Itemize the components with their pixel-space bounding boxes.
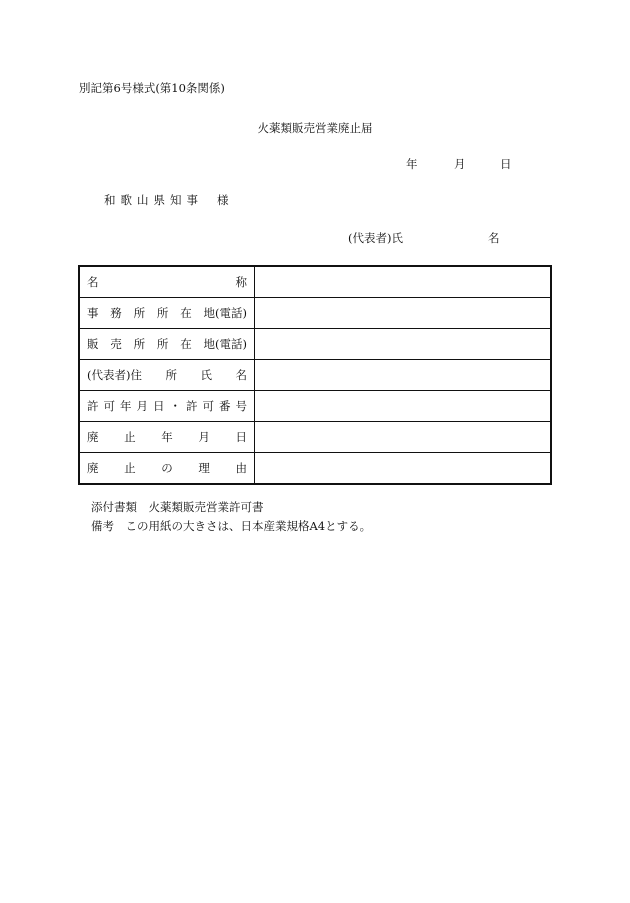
row-label-part: の — [161, 461, 173, 475]
row-label-part: 所 — [133, 306, 146, 320]
addressee-part: 事 — [186, 193, 203, 207]
date-month-label: 月 — [454, 157, 466, 171]
application-table — [78, 265, 552, 485]
row-label-cell — [79, 298, 255, 329]
note-line: 備考 この用紙の大きさは、日本産業規格A4とする。 — [91, 519, 372, 533]
table-row — [79, 298, 551, 329]
addressee — [104, 192, 234, 208]
row-label-cell — [79, 266, 255, 298]
row-label-part: 名 — [235, 368, 247, 382]
row-label-part: 廃 — [87, 430, 99, 444]
row-label-part: 売 — [110, 337, 122, 351]
row-label — [80, 422, 254, 452]
row-label-part: 在 — [180, 306, 192, 320]
row-label-cell — [79, 391, 255, 422]
addressee-part: 県 — [153, 193, 170, 207]
table-row — [79, 360, 551, 391]
row-label — [80, 298, 254, 328]
row-label-cell — [79, 360, 255, 391]
addressee-honorific: 様 — [217, 193, 234, 207]
row-label-part: 務 — [110, 306, 122, 320]
row-value-cell[interactable] — [255, 266, 552, 298]
row-label — [80, 453, 254, 483]
row-value-cell[interactable] — [255, 329, 552, 360]
row-label-cell — [79, 453, 255, 485]
row-label-part: 在 — [180, 337, 192, 351]
addressee-part: 和 — [104, 193, 121, 207]
row-label-part: 年 — [120, 399, 132, 413]
table-row — [79, 391, 551, 422]
representative-label: (代表者)氏 — [348, 231, 403, 245]
row-label-part: 地(電話) — [203, 337, 247, 351]
form-reference: 別記第6号様式(第10条関係) — [79, 81, 225, 95]
table-row — [79, 453, 551, 485]
row-label-part: 称 — [235, 275, 247, 289]
table-row — [79, 329, 551, 360]
row-label-cell — [79, 329, 255, 360]
document-title: 火薬類販売営業廃止届 — [257, 121, 373, 135]
row-label-part: 可 — [103, 399, 115, 413]
date-year-label: 年 — [406, 157, 418, 171]
row-label-part: 所 — [133, 337, 146, 351]
addressee-part: 知 — [170, 193, 187, 207]
row-label — [80, 360, 254, 390]
representative-name-suffix: 名 — [488, 231, 500, 245]
row-label-part: 月 — [198, 430, 210, 444]
table-row — [79, 422, 551, 453]
row-label-part: 止 — [124, 461, 136, 475]
row-value-cell[interactable] — [255, 391, 552, 422]
row-label-part: 番 — [219, 399, 231, 413]
row-label-part: 地(電話) — [203, 306, 247, 320]
row-label-part: 許 — [87, 399, 99, 413]
row-value-cell[interactable] — [255, 298, 552, 329]
row-label-part: 所 — [156, 337, 169, 351]
row-label-part: ・ — [169, 399, 181, 413]
row-label-part: 氏 — [200, 368, 212, 382]
row-label-cell — [79, 422, 255, 453]
row-value-cell[interactable] — [255, 360, 552, 391]
row-label-part: 所 — [165, 368, 177, 382]
table-row — [79, 266, 551, 298]
addressee-part: 歌 — [120, 193, 137, 207]
row-label-part: (代表者)住 — [87, 368, 142, 382]
row-label-part: 事 — [87, 306, 99, 320]
addressee-part: 山 — [137, 193, 154, 207]
row-label — [80, 391, 254, 421]
attachments-line: 添付書類 火薬類販売営業許可書 — [91, 500, 264, 514]
row-label-part: 廃 — [87, 461, 99, 475]
date-day-label: 日 — [500, 157, 512, 171]
row-value-cell[interactable] — [255, 422, 552, 453]
row-label-part: 所 — [156, 306, 169, 320]
row-label-part: 名 — [87, 275, 99, 289]
row-label-part: 許 — [186, 399, 198, 413]
row-label-part: 由 — [235, 461, 247, 475]
row-label-part: 販 — [87, 337, 99, 351]
row-label — [80, 267, 254, 297]
row-label-part: 理 — [198, 461, 210, 475]
row-label — [80, 329, 254, 359]
row-label-part: 日 — [235, 430, 247, 444]
row-label-part: 止 — [124, 430, 136, 444]
row-label-part: 可 — [202, 399, 214, 413]
row-label-part: 号 — [235, 399, 247, 413]
row-value-cell[interactable] — [255, 453, 552, 485]
row-label-part: 日 — [153, 399, 165, 413]
row-label-part: 年 — [161, 430, 173, 444]
row-label-part: 月 — [136, 399, 148, 413]
